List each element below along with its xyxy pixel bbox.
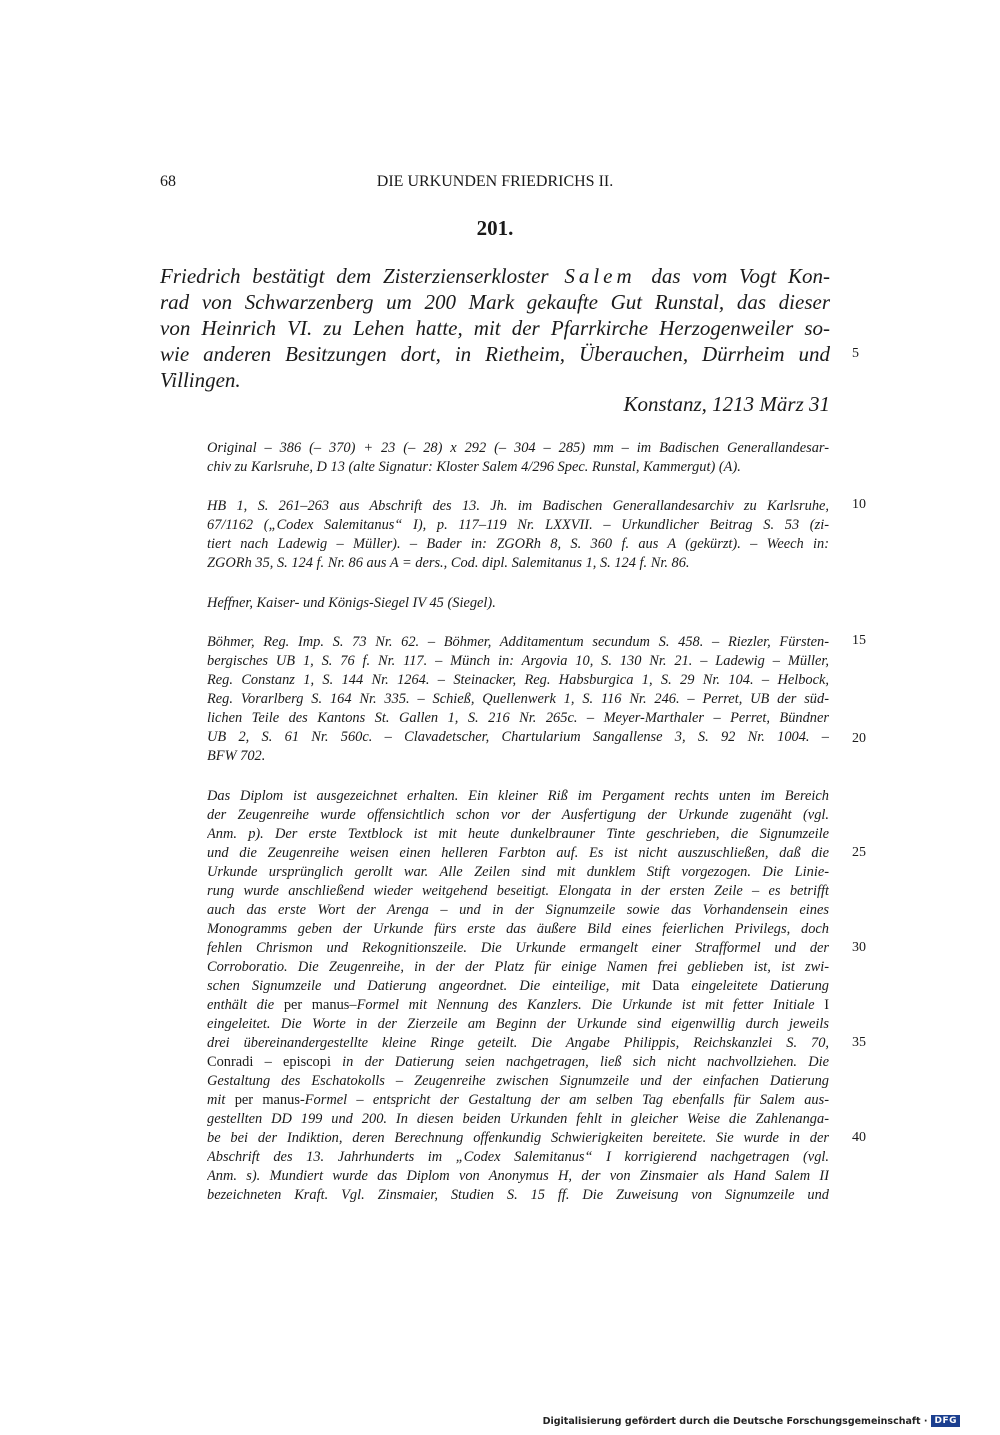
funding-footer: [543, 1413, 960, 1429]
note-original: Original – 386 (– 370) + 23 (– 28) x 292 (– 304 – 285) mm – im Badischen Generallandesar- chiv zu Karlsruhe, D 13 (alte Signatur: Kloster Salem 4/296 Spec. Runstal, Kammergut) (A).: [207, 440, 829, 475]
note-copies: HB 1, S. 261–263 aus Abschrift des 13. Jh. im Badischen Generallandesarchiv zu Karlsruhe, 67/1162 („Codex Salemitanus“ I), p. 117–119 Nr. LXXVII. – Urkundlicher Beitrag S. 53 (zi- tiert nach Ladewig – Müller). – Bader in: ZGORh 8, S. 360 f. aus A (gekürzt). – Weech in: ZGORh 35, S. 124 f. Nr. 86 aus A = ders., Cod. dipl. Salemitanus 1, S. 124 f. Nr. 86.: [207, 498, 829, 571]
note-commentary: Das Diplom ist ausgezeichnet erhalten. Ein kleiner Riß im Pergament rechts unten im Bereich der Zeugenreihe wurde offensichtlich schon vor der Ausfertigung der Urkunde zugenäht (vgl. Anm. p). Der erste Textblock ist mit heute dunkelbrauner Tinte geschrieben, die Signumzeile und die Zeugenreihe weisen einen helleren Farbton auf. Es ist nicht auszuschließen, daß die Urkunde ursprünglich gerollt war. Alle Zeilen sind mit dunklem Stift vorgezogen. Die Linie- rung wurde anschließend wieder weitgehend beseitigt. Elongata in der ersten Zeile – es betrifft auch das erste Wort der Arenga – und in der Signumzeile sowie das Vorhandensein eines Monogramms geben der Urkunde fürs erste das äußere Bild eines feierlichen Privilegs, doch fehlen Chrismon und Rekognitionszeile. Die Urkunde ermangelt einer Strafformel und der Corroboratio. Die Zeugenreihe, in der der Platz für einige Namen frei geblieben ist, ist zwi- schen Signumzeile und Datierung angeordnet. Die einteilige, mit Data eingeleitete Datierung enthält die per manus–Formel mit Nennung des Kanzlers. Die Urkunde ist mit fetter Initiale I eingeleitet. Die Worte in der Zierzeile am Beginn der Urkunde sind eigenwillig durch jeweils drei übereinandergestellte kleine Ringe geteilt. Die Angabe Philippis, Reichskanzlei S. 70, Conradi – episcopi in der Datierung seien nachgetragen, ließ sich nicht nachvollziehen. Die Gestaltung des Eschatokolls – Zeugenreihe zwischen Signumzeile und der einfachen Datierung mit per manus-Formel – entspricht der Gestaltung der am selben Tag ebenfalls für Salem aus- gestellten DD 199 und 200. In diesen beiden Urkunden fehlt in gleicher Weise die Zahlenanga- be bei der Indiktion, deren Berechnung offenkundig Schwierigkeiten bereitete. Sie wurde in der Abschrift des 13. Jahrhunderts im „Codex Salemitanus“ I korrigierend nachgetragen (vgl. Anm. s). Mundiert wurde das Diplom von Anonymus H, der von Zinsmaier als Hand Salem II bezeichneten Kraft. Vgl. Zinsmaier, Studien S. 15 ff. Die Zuweisung von Signumzeile und: [207, 788, 829, 1203]
note-regesta: Böhmer, Reg. Imp. S. 73 Nr. 62. – Böhmer, Additamentum secundum S. 458. – Riezler, Fürsten- bergisches UB 1, S. 76 f. Nr. 117. – Münch in: Argovia 10, S. 130 Nr. 21. – Ladewig – Müller, Reg. Constanz 1, S. 144 Nr. 1264. – Steinacker, Reg. Habsburgica 1, S. 29 Nr. 104. – Helbock, Reg. Vorarlberg S. 164 Nr. 335. – Schieß, Quellenwerk 1, S. 116 Nr. 246. – Perret, UB der süd- lichen Teile des Kantons St. Gallen 1, S. 216 Nr. 265c. – Meyer-Marthaler – Perret, Bündner UB 2, S. 61 Nr. 560c. – Clavadetscher, Chartularium Sangallense 3, S. 92 Nr. 1004. – BFW 702.: [207, 634, 829, 764]
regest-line: rad von Schwarzenberg um 200 Mark gekaufte Gut Runstal, das dieser: [160, 290, 830, 314]
dateline: Konstanz, 1213 März 31: [623, 392, 830, 416]
running-title: DIE URKUNDEN FRIEDRICHS II.: [376, 173, 614, 190]
note-seal: Heffner, Kaiser- und Königs-Siegel IV 45 (Siegel).: [207, 595, 496, 611]
regest: [160, 263, 830, 393]
line-number: 20: [852, 731, 866, 746]
line-number: 30: [852, 940, 866, 955]
document-number: 201.: [476, 216, 514, 240]
page-number: 68: [160, 173, 176, 190]
line-number: 40: [852, 1130, 866, 1145]
line-number: 25: [852, 845, 866, 860]
regest-line: von Heinrich VI. zu Lehen hatte, mit der Pfarrkirche Herzogenweiler so-: [160, 316, 830, 340]
line-number: 10: [852, 497, 866, 512]
line-number: 35: [852, 1035, 866, 1050]
page-header: [160, 173, 830, 197]
place-name-salem: Salem: [564, 264, 636, 288]
line-number: 15: [852, 633, 866, 648]
regest-line: Villingen.: [160, 368, 241, 392]
regest-line: wie anderen Besitzungen dort, in Rietheim, Überauchen, Dürrheim und: [160, 342, 830, 366]
regest-line: Friedrich bestätigt dem Zisterzienserkloster Salem das vom Vogt Kon-: [160, 264, 831, 288]
funding-note: Digitalisierung gefördert durch die Deutsche Forschungsgemeinschaft ·: [542, 1415, 928, 1427]
line-number: 5: [852, 346, 859, 361]
dfg-logo: DFG: [931, 1415, 960, 1427]
